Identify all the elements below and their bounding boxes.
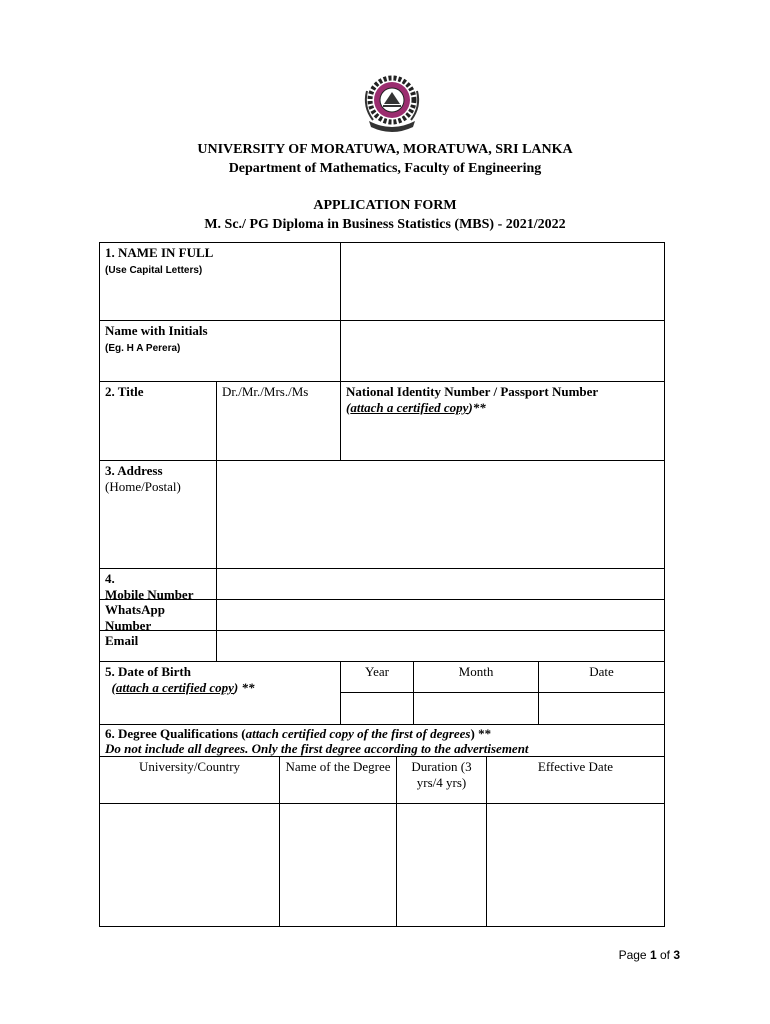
degree-col-duration: [396, 756, 487, 804]
address-hint: (Home/Postal): [105, 479, 181, 494]
mobile-label: Mobile Number: [105, 587, 194, 602]
degree-label-close: ) **: [470, 726, 492, 741]
degree-label-note: attach certified copy of the first of degrees: [245, 726, 471, 741]
dob-note-close: ) **: [233, 680, 255, 695]
dob-date-input[interactable]: [538, 692, 665, 725]
name-initials-hint: (Eg. H A Perera): [105, 343, 181, 354]
contact-number: 4.: [105, 571, 115, 586]
dob-note-open: (: [111, 680, 116, 695]
degree-col-name-label: Name of the Degree: [285, 759, 391, 774]
dob-label: 5. Date of Birth: [105, 664, 191, 679]
title-options-cell[interactable]: [216, 381, 341, 461]
name-full-hint: (Use Capital Letters): [105, 265, 203, 276]
degree-col-duration-label: Duration (3 yrs/4 yrs): [411, 759, 472, 790]
nic-label: National Identity Number / Passport Number: [346, 384, 599, 399]
dob-year-label: Year: [365, 664, 389, 679]
dob-year-input[interactable]: [340, 692, 414, 725]
mobile-label-cell: [99, 568, 217, 600]
whatsapp-label-cell: [99, 599, 217, 631]
degree-col-university: [99, 756, 280, 804]
mobile-input[interactable]: [216, 568, 665, 600]
page-number: [619, 948, 680, 962]
address-label: 3. Address: [105, 463, 163, 478]
title-label-cell: [99, 381, 217, 461]
degree-name-input[interactable]: [279, 803, 397, 927]
page-total: 3: [673, 948, 680, 962]
degree-instruction: Do not include all degrees. Only the first degree according to the advertisement: [105, 741, 529, 756]
university-name: UNIVERSITY OF MORATUWA, MORATUWA, SRI LANKA: [197, 142, 573, 157]
address-input[interactable]: [216, 460, 665, 569]
degree-section-header: [99, 724, 665, 757]
email-label: Email: [105, 633, 139, 648]
dob-year-header: [340, 661, 414, 693]
dob-month-header: [413, 661, 539, 693]
name-initials-input[interactable]: [340, 320, 665, 382]
name-initials-label-cell: [99, 320, 341, 382]
whatsapp-label: WhatsApp Number: [105, 602, 165, 633]
university-crest-logo: [357, 73, 427, 135]
whatsapp-input[interactable]: [216, 599, 665, 631]
email-input[interactable]: [216, 630, 665, 662]
name-initials-label: Name with Initials: [105, 323, 208, 338]
crest-gear: [370, 78, 414, 122]
degree-col-effective-date: [486, 756, 665, 804]
page-current: 1: [649, 948, 657, 962]
degree-duration-input[interactable]: [396, 803, 487, 927]
title-label: 2. Title: [105, 384, 144, 399]
name-full-label: 1. NAME IN FULL: [105, 245, 214, 260]
dob-label-cell: [99, 661, 341, 725]
programme-title: M. Sc./ PG Diploma in Business Statistics (MBS) - 2021/2022: [204, 217, 566, 232]
name-full-label-cell: [99, 242, 341, 321]
degree-effective-date-input[interactable]: [486, 803, 665, 927]
degree-col-university-label: University/Country: [138, 759, 241, 774]
nic-note-open: (: [346, 400, 351, 415]
email-label-cell: [99, 630, 217, 662]
address-label-cell: [99, 460, 217, 569]
name-full-input[interactable]: [340, 242, 665, 321]
nic-cell[interactable]: [340, 381, 665, 461]
degree-label: 6. Degree Qualifications (: [105, 726, 246, 741]
dob-date-header: [538, 661, 665, 693]
page-prefix: Page: [618, 948, 650, 962]
dob-month-input[interactable]: [413, 692, 539, 725]
department-name: Department of Mathematics, Faculty of Engineering: [228, 161, 542, 176]
crest-banner: [369, 121, 415, 132]
page-mid: of: [656, 948, 674, 962]
dob-note: attach a certified copy: [115, 680, 234, 695]
degree-col-name: [279, 756, 397, 804]
nic-note: attach a certified copy: [350, 400, 469, 415]
form-title: APPLICATION FORM: [313, 198, 457, 213]
nic-note-close: )**: [468, 400, 486, 415]
title-options: Dr./Mr./Mrs./Ms: [222, 384, 309, 399]
dob-date-label: Date: [589, 664, 614, 679]
dob-month-label: Month: [458, 664, 494, 679]
degree-university-input[interactable]: [99, 803, 280, 927]
degree-col-effective-date-label: Effective Date: [537, 759, 614, 774]
